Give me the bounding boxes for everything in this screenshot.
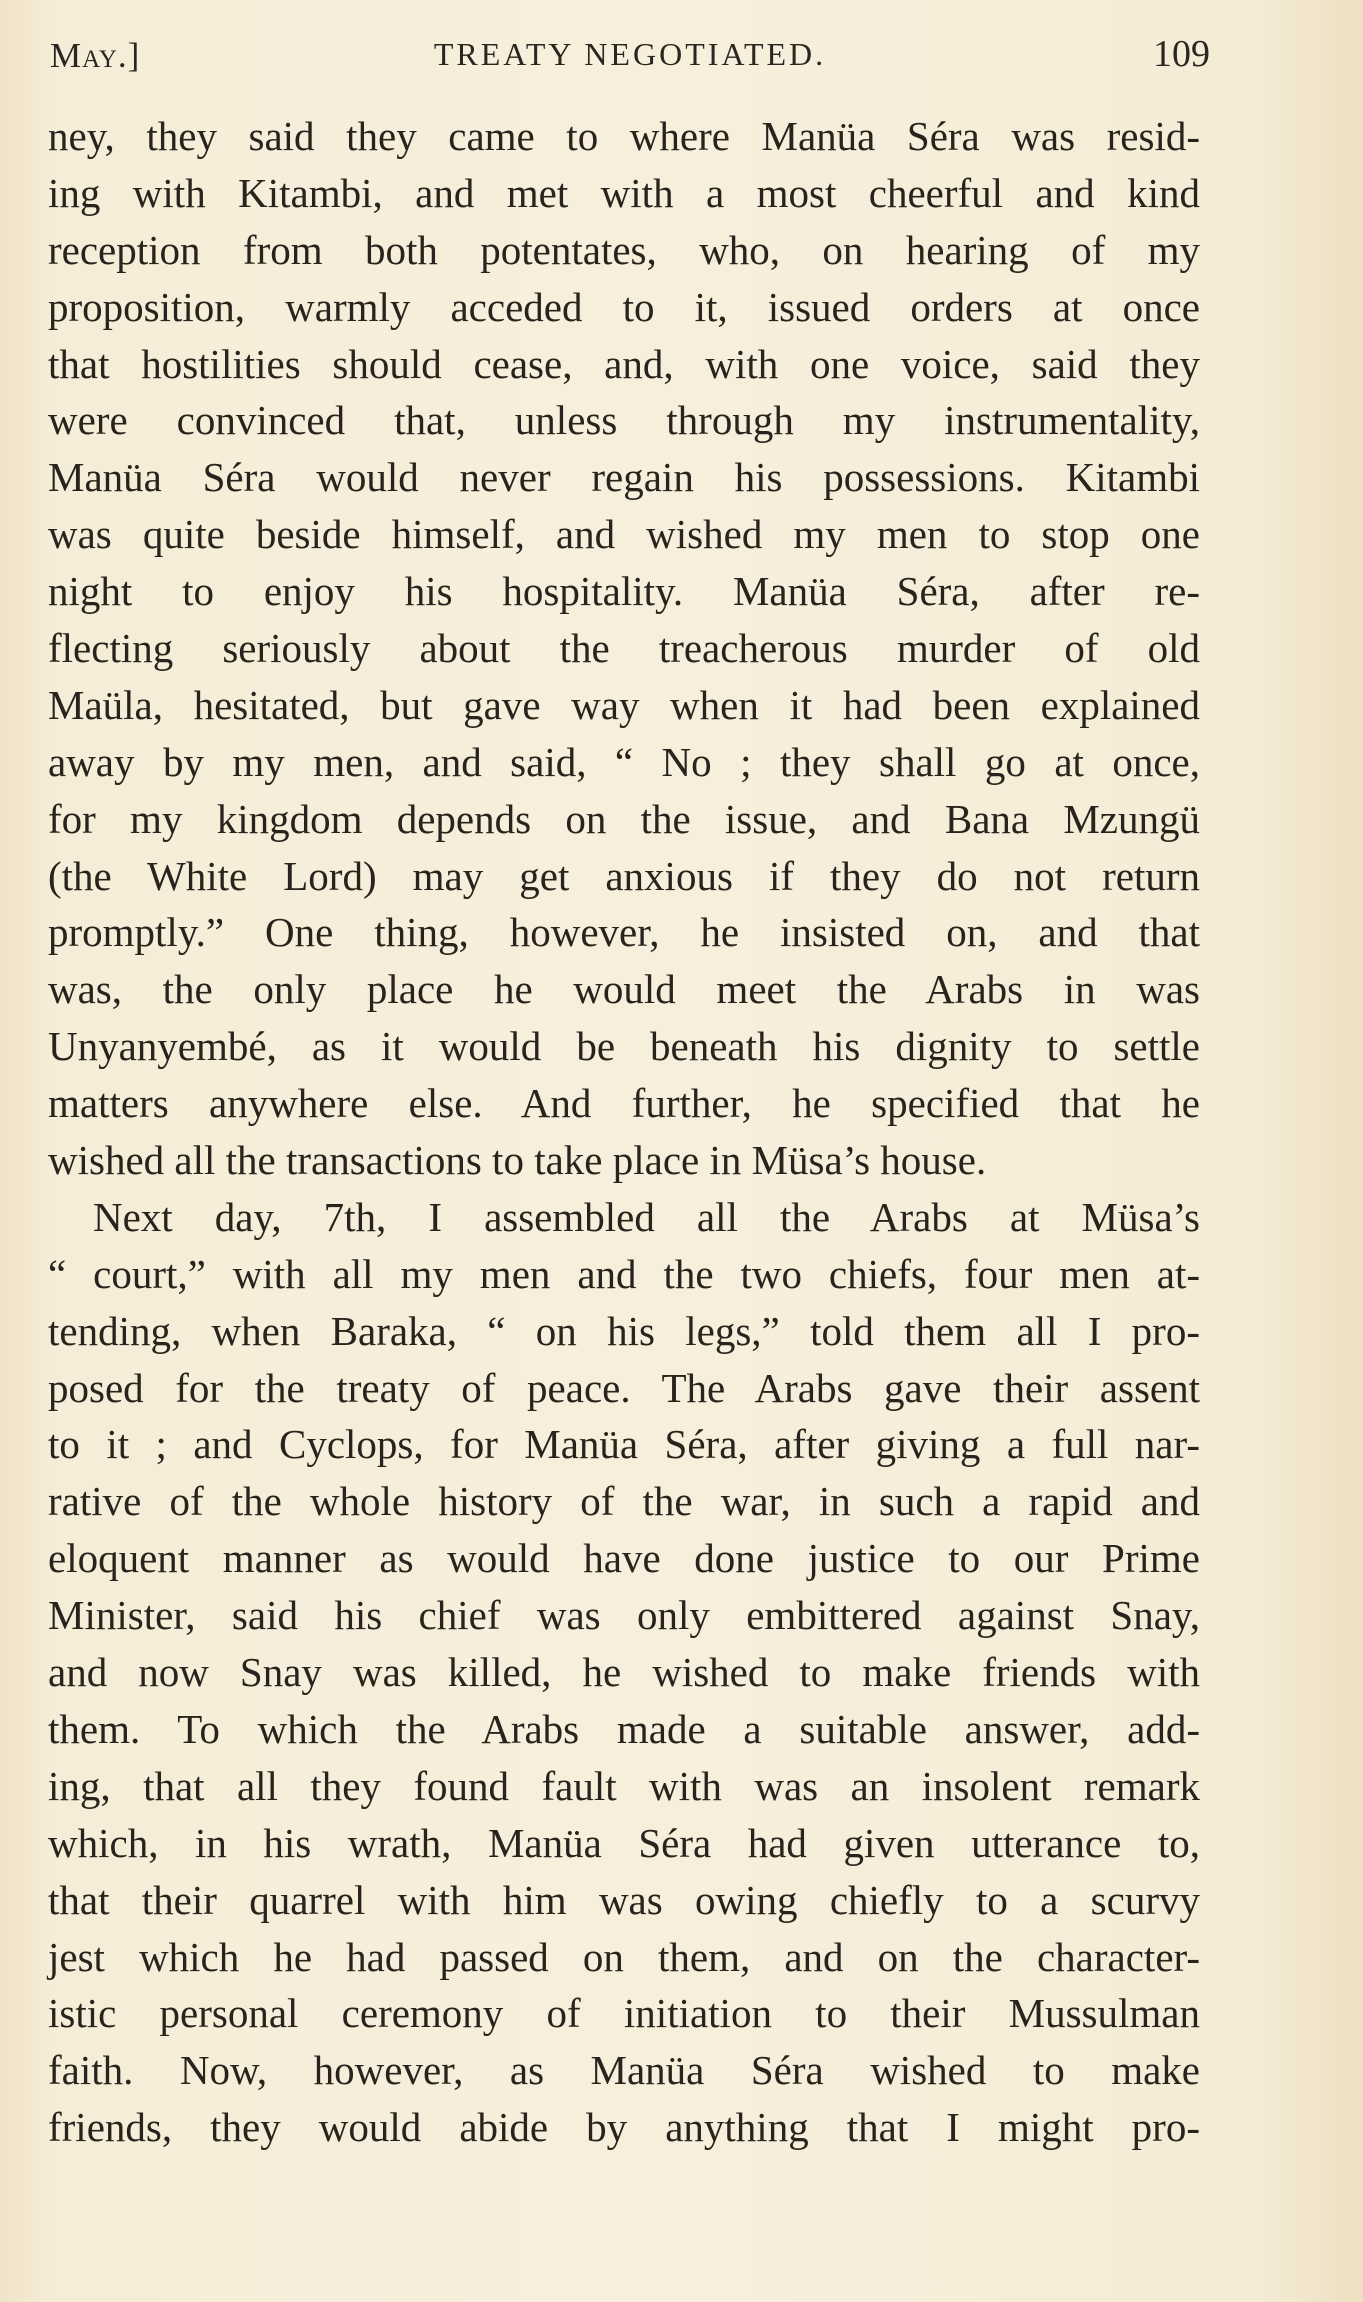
text-line: (the White Lord) may get anxious if they do not return: [48, 852, 1200, 899]
text-line: which, in his wrath, Manüa Séra had given utterance to,: [48, 1819, 1200, 1866]
text-line: Maüla, hesitated, but gave way when it had been explained: [48, 681, 1200, 728]
text-line: wished all the transactions to take place in Müsa’s house.: [48, 1137, 987, 1184]
text-line: friends, they would abide by anything that I might pro-: [48, 2104, 1200, 2151]
text-line: faith. Now, however, as Manüa Séra wished to make: [48, 2047, 1200, 2094]
text-line: for my kingdom depends on the issue, and Bana Mzungü: [48, 795, 1200, 842]
text-line: them. To which the Arabs made a suitable answer, add-: [48, 1705, 1200, 1752]
text-line: Unyanyembé, as it would be beneath his dignity to settle: [48, 1023, 1200, 1070]
text-line: ing with Kitambi, and met with a most cheerful and kind: [48, 169, 1200, 216]
text-line: flecting seriously about the treacherous murder of old: [48, 625, 1200, 672]
text-line: to it ; and Cyclops, for Manüa Séra, after giving a full nar-: [48, 1421, 1200, 1468]
text-line: away by my men, and said, “ No ; they shall go at once,: [48, 738, 1200, 785]
text-line: and now Snay was killed, he wished to make friends with: [48, 1649, 1200, 1696]
text-line: that their quarrel with him was owing chiefly to a scurvy: [48, 1876, 1200, 1923]
text-line: was quite beside himself, and wished my men to stop one: [48, 511, 1200, 558]
text-line: istic personal ceremony of initiation to their Mussulman: [48, 1990, 1200, 2037]
text-line: reception from both potentates, who, on hearing of my: [48, 226, 1200, 273]
text-line: jest which he had passed on them, and on the character-: [48, 1933, 1200, 1980]
page-number: 109: [1153, 33, 1210, 75]
text-line: Minister, said his chief was only embittered against Snay,: [48, 1592, 1200, 1639]
body-text: [48, 108, 1200, 2156]
text-line: was, the only place he would meet the Arabs in was: [48, 966, 1200, 1013]
text-line: posed for the treaty of peace. The Arabs gave their assent: [48, 1364, 1200, 1411]
text-line: eloquent manner as would have done justice to our Prime: [48, 1535, 1200, 1582]
text-line: night to enjoy his hospitality. Manüa Séra, after re-: [48, 568, 1200, 615]
text-line: Manüa Séra would never regain his possessions. Kitambi: [48, 454, 1200, 501]
text-line: were convinced that, unless through my instrumentality,: [48, 397, 1200, 444]
text-line: tending, when Baraka, “ on his legs,” told them all I pro-: [48, 1307, 1200, 1354]
text-line: rative of the whole history of the war, in such a rapid and: [48, 1478, 1200, 1525]
text-line: that hostilities should cease, and, with one voice, said they: [48, 340, 1200, 387]
running-header: [50, 30, 1210, 90]
text-line: Next day, 7th, I assembled all the Arabs at Müsa’s: [93, 1193, 1200, 1240]
header-month: May.]: [50, 36, 141, 75]
text-line: matters anywhere else. And further, he specified that he: [48, 1080, 1200, 1127]
text-line: ing, that all they found fault with was an insolent remark: [48, 1762, 1200, 1809]
text-line: “ court,” with all my men and the two chiefs, four men at-: [48, 1250, 1200, 1297]
text-line: ney, they said they came to where Manüa Séra was resid-: [48, 113, 1200, 159]
text-line: promptly.” One thing, however, he insisted on, and that: [48, 909, 1200, 956]
text-line: proposition, warmly acceded to it, issued orders at once: [48, 283, 1200, 330]
header-title: TREATY NEGOTIATED.: [433, 36, 827, 72]
